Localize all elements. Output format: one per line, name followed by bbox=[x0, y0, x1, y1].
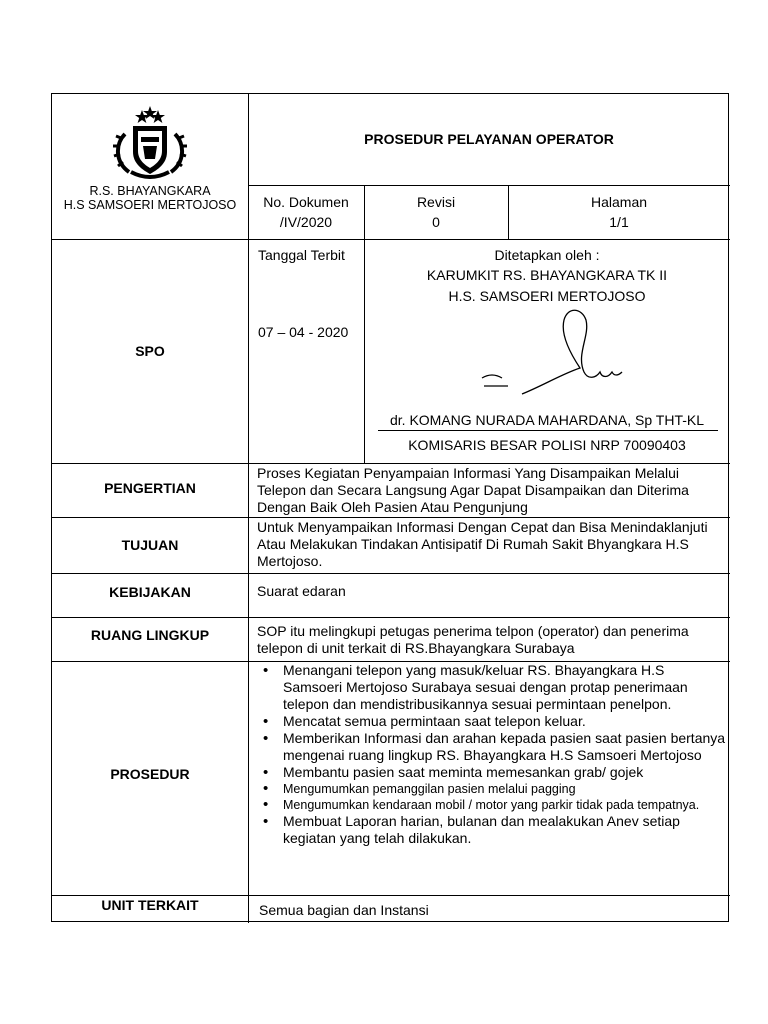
prosedur-list bbox=[257, 662, 727, 847]
kebijakan-label: KEBIJAKAN bbox=[109, 584, 191, 600]
row-divider-unit bbox=[52, 895, 730, 896]
org-name-line2: H.S SAMSOERI MERTOJOSO bbox=[63, 198, 237, 212]
revisi-value: 0 bbox=[432, 214, 440, 230]
signer-rank: KOMISARIS BESAR POLISI NRP 70090403 bbox=[408, 437, 686, 453]
pengertian-text: Proses Kegiatan Penyampaian Informasi Yang Disampaikan Melalui Telepon dan Secara Langsung Agar Dapat Disampaikan dan Diterima Dengan Baik Oleh Pasien Atau Pengunjung bbox=[257, 465, 689, 515]
row-divider-kebijakan bbox=[52, 573, 730, 574]
signer-name: dr. KOMANG NURADA MAHARDANA, Sp THT-KL bbox=[389, 412, 705, 428]
list-item: • Memberikan Informasi dan arahan kepada pasien saat pasien bertanya mengenai ruang lingkup RS. Bhayangkara H.S Samsoeri Mertojoso bbox=[283, 730, 727, 764]
list-item: • Mencatat semua permintaan saat telepon keluar. bbox=[283, 713, 727, 730]
tujuan-label: TUJUAN bbox=[121, 537, 179, 553]
row-divider-ruang bbox=[52, 617, 730, 618]
row-divider-pengertian bbox=[52, 463, 730, 464]
spo-document bbox=[51, 93, 729, 922]
list-item: • Mengumumkan kendaraan mobil / motor yang parkir tidak pada tempatnya. bbox=[283, 797, 727, 813]
tanggal-terbit-label: Tanggal Terbit bbox=[258, 247, 345, 263]
jabatan-line2: H.S. SAMSOERI MERTOJOSO bbox=[448, 288, 646, 304]
logo-block bbox=[52, 94, 248, 239]
signature-underline bbox=[378, 430, 718, 431]
title-divider bbox=[248, 185, 730, 186]
halaman-label: Halaman bbox=[590, 194, 648, 210]
prosedur-list-wrap bbox=[257, 662, 727, 847]
revisi-label: Revisi bbox=[416, 194, 456, 210]
ditetapkan-text: Ditetapkan oleh : bbox=[494, 247, 600, 263]
row-divider-spo bbox=[52, 239, 730, 240]
list-item: • Membuat Laporan harian, bulanan dan mealakukan Anev setiap kegiatan yang telah dilakukan. bbox=[283, 813, 727, 847]
halaman-value: 1/1 bbox=[609, 214, 629, 230]
spo-label: SPO bbox=[135, 343, 165, 359]
prosedur-label: PROSEDUR bbox=[110, 766, 190, 782]
kebijakan-text: Suarat edaran bbox=[257, 583, 346, 599]
unit-terkait-label: UNIT TERKAIT bbox=[101, 897, 199, 913]
signature-image bbox=[472, 306, 652, 396]
document-title: PROSEDUR PELAYANAN OPERATOR bbox=[364, 131, 614, 147]
org-name-line1: R.S. BHAYANGKARA bbox=[89, 184, 211, 198]
ruang-lingkup-text: SOP itu melingkupi petugas penerima telpon (operator) dan penerima telepon di unit terkait di RS.Bhayangkara Surabaya bbox=[257, 623, 689, 656]
row-divider-tujuan bbox=[52, 517, 730, 518]
list-item: • Mengumumkan pemanggilan pasien melalui pagging bbox=[283, 781, 727, 797]
tanggal-terbit-value: 07 – 04 - 2020 bbox=[258, 324, 349, 340]
list-item: • Membantu pasien saat meminta memesankan grab/ gojek bbox=[283, 764, 727, 781]
ruang-lingkup-label: RUANG LINGKUP bbox=[90, 627, 210, 643]
pengertian-label: PENGERTIAN bbox=[104, 480, 196, 496]
police-emblem-icon bbox=[105, 104, 195, 184]
list-item: • Menangani telepon yang masuk/keluar RS. Bhayangkara H.S Samsoeri Mertojoso Surabaya sesuai dengan protap penerimaan telepon dan mendistribusikannya sesuai permintaan penelpon. bbox=[283, 662, 727, 713]
tujuan-text: Untuk Menyampaikan Informasi Dengan Cepat dan Bisa Menindaklanjuti Atau Melakukan Tindakan Antisipatif Di Rumah Sakit Bhyangkara H.S Mertojoso. bbox=[257, 519, 708, 569]
doc-number-label: No. Dokumen bbox=[263, 194, 349, 210]
doc-number-value: /IV/2020 bbox=[279, 214, 333, 230]
unit-terkait-text: Semua bagian dan Instansi bbox=[259, 902, 429, 918]
jabatan-line1: KARUMKIT RS. BHAYANGKARA TK II bbox=[426, 267, 668, 283]
